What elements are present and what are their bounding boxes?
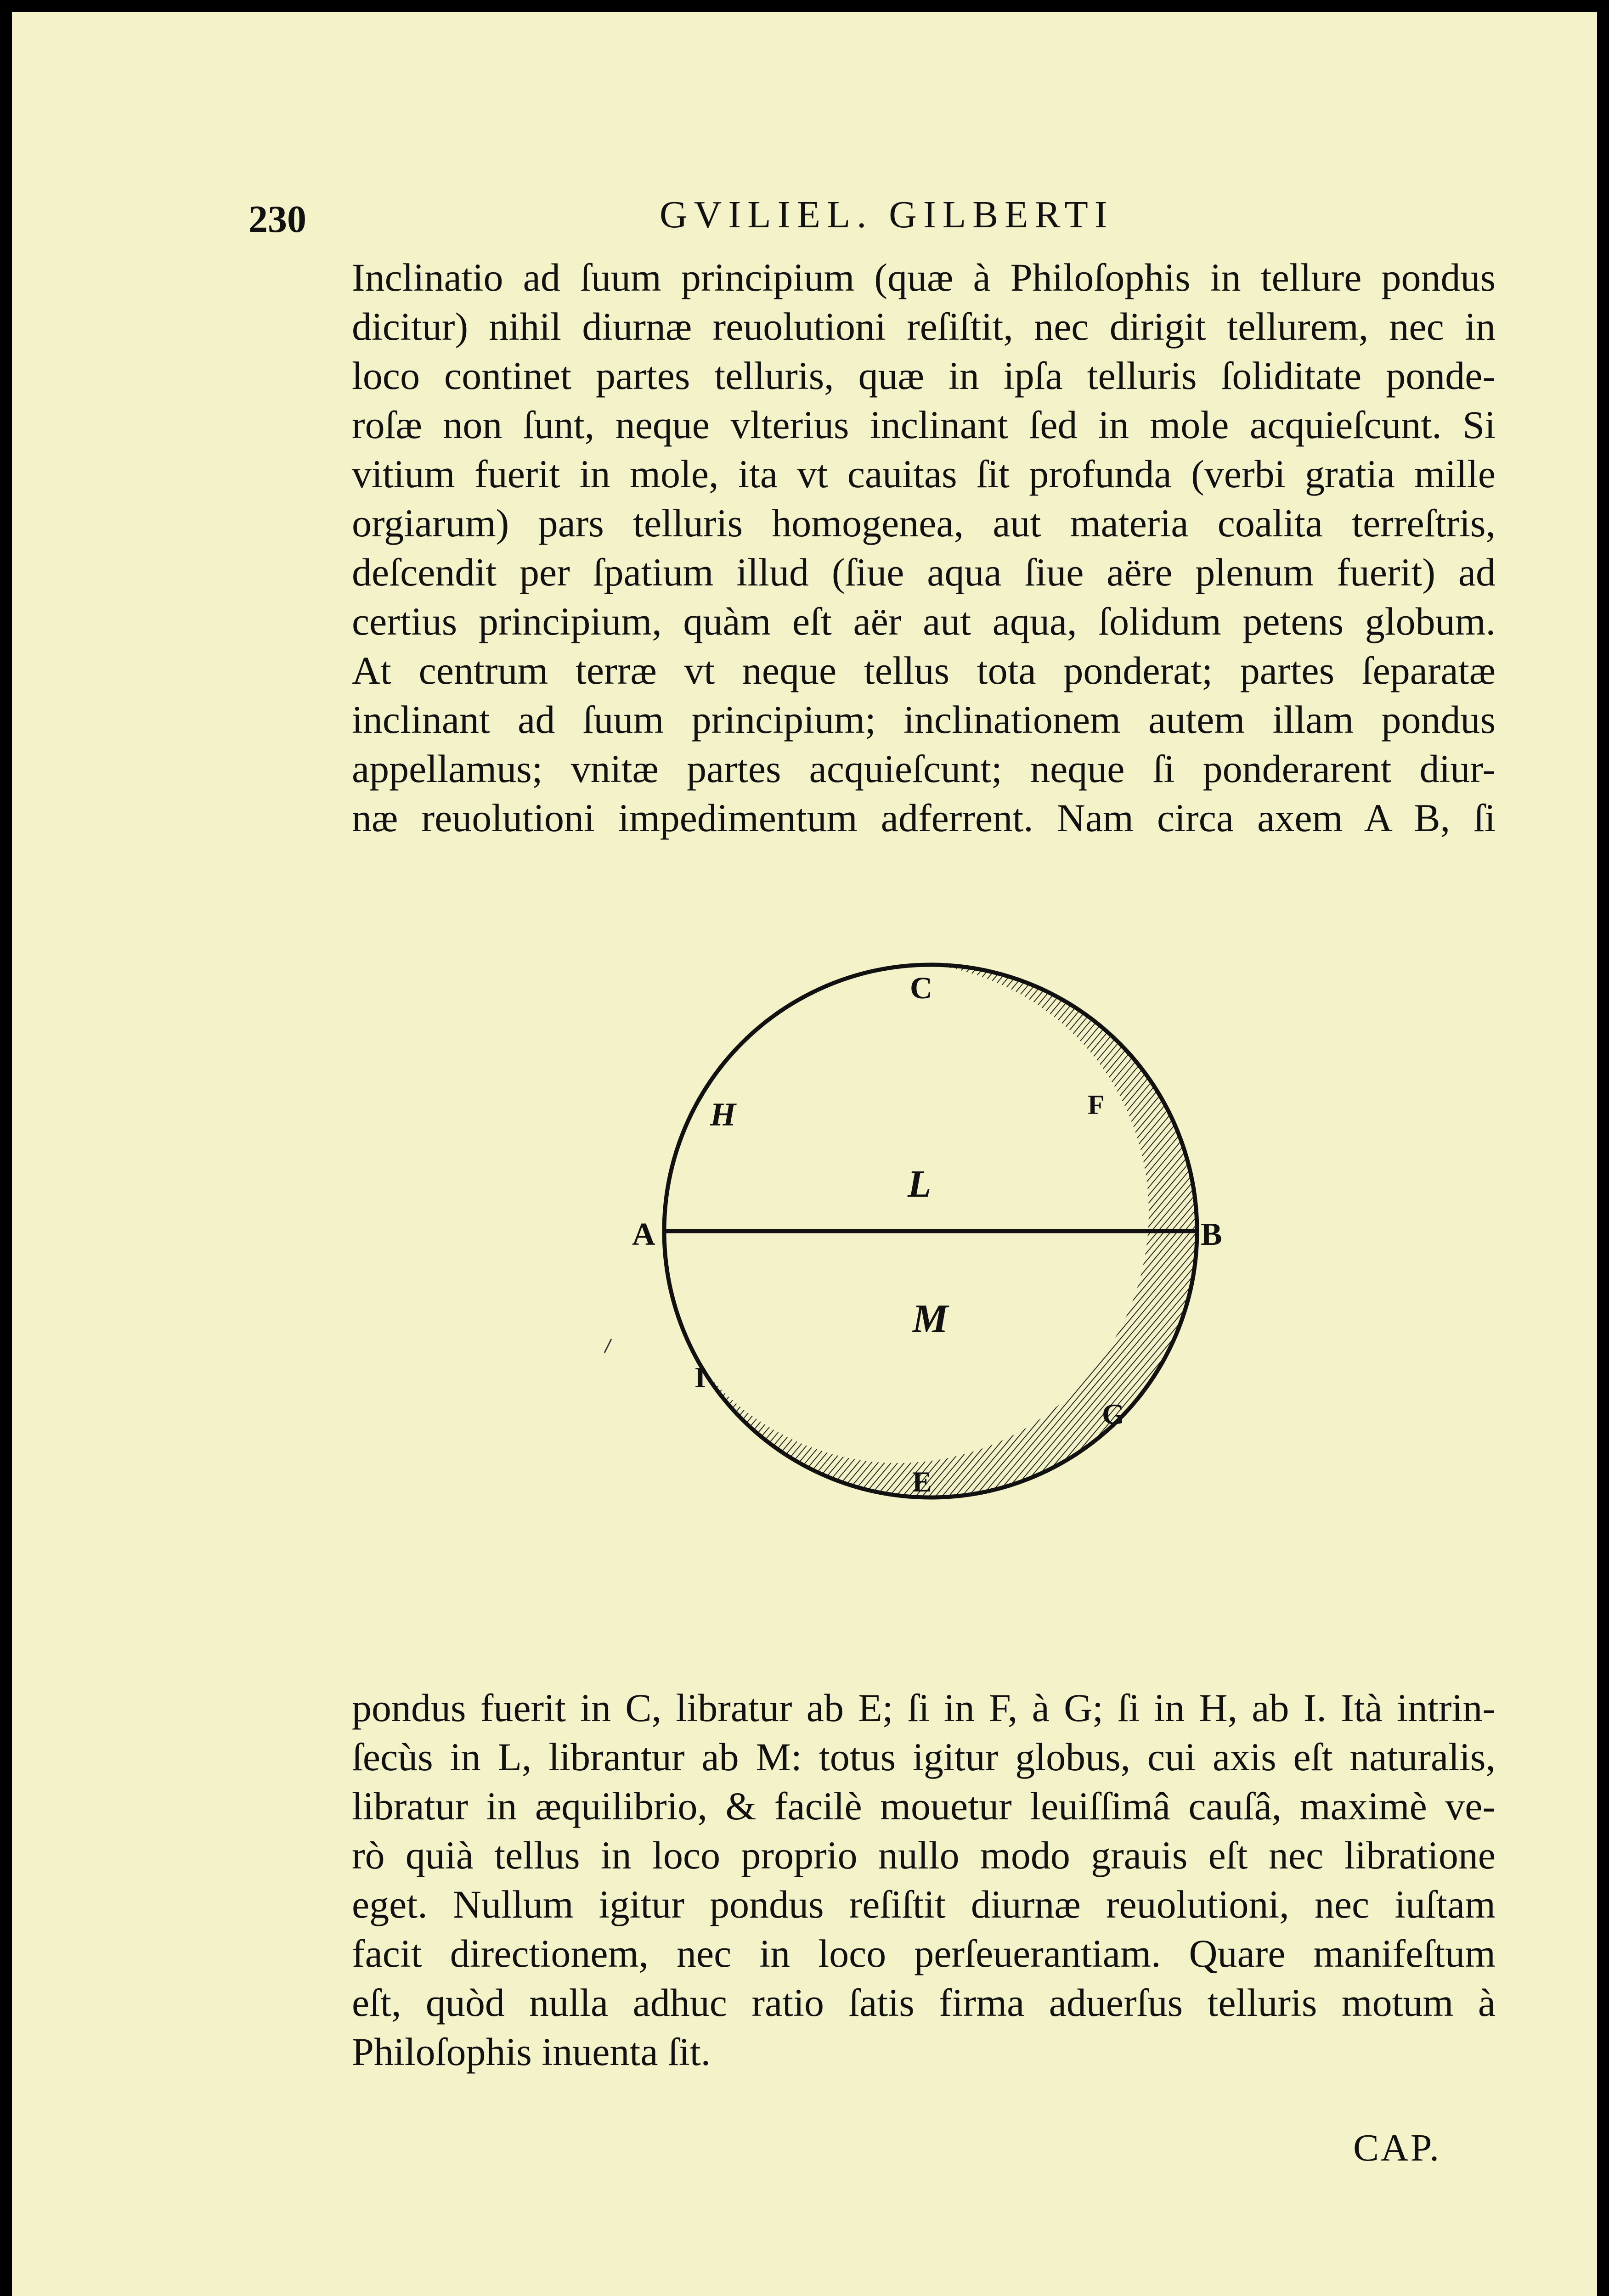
label-h: H (710, 1096, 736, 1133)
label-b: B (1201, 1217, 1222, 1252)
text-line: loco continet partes telluris, quæ in ipſa telluris ſoliditate ponde- (352, 354, 1496, 398)
running-head: GVILIEL. GILBERTI (660, 193, 1114, 236)
text-line: eget. Nullum igitur pondus reſiſtit diurnæ reuolutioni, nec iuſtam (352, 1882, 1496, 1926)
label-m: M (912, 1297, 948, 1341)
text-line: deſcendit per ſpatium illud (ſiue aqua ſiue aëre plenum fuerit) ad (352, 550, 1496, 594)
text-line: vitium fuerit in mole, ita vt cauitas ſit profunda (verbi gratia mille (352, 452, 1496, 496)
page-number: 230 (248, 198, 306, 241)
stray-mark (604, 1339, 611, 1353)
catchword: CAP. (1353, 2127, 1441, 2169)
text-line: eſt, quòd nulla adhuc ratio ſatis firma aduerſus telluris motum à (352, 1981, 1496, 2025)
label-c: C (910, 970, 933, 1005)
label-a: A (632, 1217, 655, 1252)
label-e: E (912, 1465, 932, 1498)
text-line: pondus fuerit in C, libratur ab E; ſi in F, à G; ſi in H, ab I. Ità intrin- (352, 1686, 1496, 1730)
text-line: appellamus; vnitæ partes acquieſcunt; neque ſi ponderarent diur- (352, 747, 1496, 791)
body-text-bottom (352, 1683, 1496, 2077)
text-line: roſæ non ſunt, neque vlterius inclinant ſed in mole acquieſcunt. Si (352, 403, 1496, 447)
globe-figure (586, 953, 1275, 1573)
book-page (12, 12, 1597, 2296)
body-text-top (352, 253, 1496, 843)
label-i: I (694, 1361, 706, 1394)
text-line: facit directionem, nec in loco perſeuerantiam. Quare manifeſtum (352, 1931, 1496, 1975)
text-line: At centrum terræ vt neque tellus tota ponderat; partes ſeparatæ (352, 648, 1496, 692)
label-f: F (1088, 1090, 1105, 1120)
text-line: rò quià tellus in loco proprio nullo modo grauis eſt nec libratione (352, 1833, 1496, 1877)
text-line: certius principium, quàm eſt aër aut aqua, ſolidum petens globum. (352, 599, 1496, 643)
text-line: dicitur) nihil diurnæ reuolutioni reſiſtit, nec dirigit tellurem, nec in (352, 304, 1496, 349)
label-g: G (1102, 1398, 1125, 1430)
label-l: L (908, 1163, 932, 1205)
text-line: Philoſophis inuenta ſit. (352, 2030, 711, 2074)
text-line: orgiarum) pars telluris homogenea, aut materia coalita terreſtris, (352, 501, 1496, 545)
text-line: ſecùs in L, librantur ab M: totus igitur globus, cui axis eſt naturalis, (352, 1735, 1496, 1779)
text-line: næ reuolutioni impedimentum adferrent. Nam circa axem A B, ſi (352, 796, 1496, 840)
text-line: libratur in æquilibrio, & facilè mouetur leuiſſimâ cauſâ, maximè ve- (352, 1784, 1496, 1828)
text-line: Inclinatio ad ſuum principium (quæ à Philoſophis in tellure pondus (352, 255, 1496, 299)
text-line: inclinant ad ſuum principium; inclinationem autem illam pondus (352, 698, 1496, 742)
